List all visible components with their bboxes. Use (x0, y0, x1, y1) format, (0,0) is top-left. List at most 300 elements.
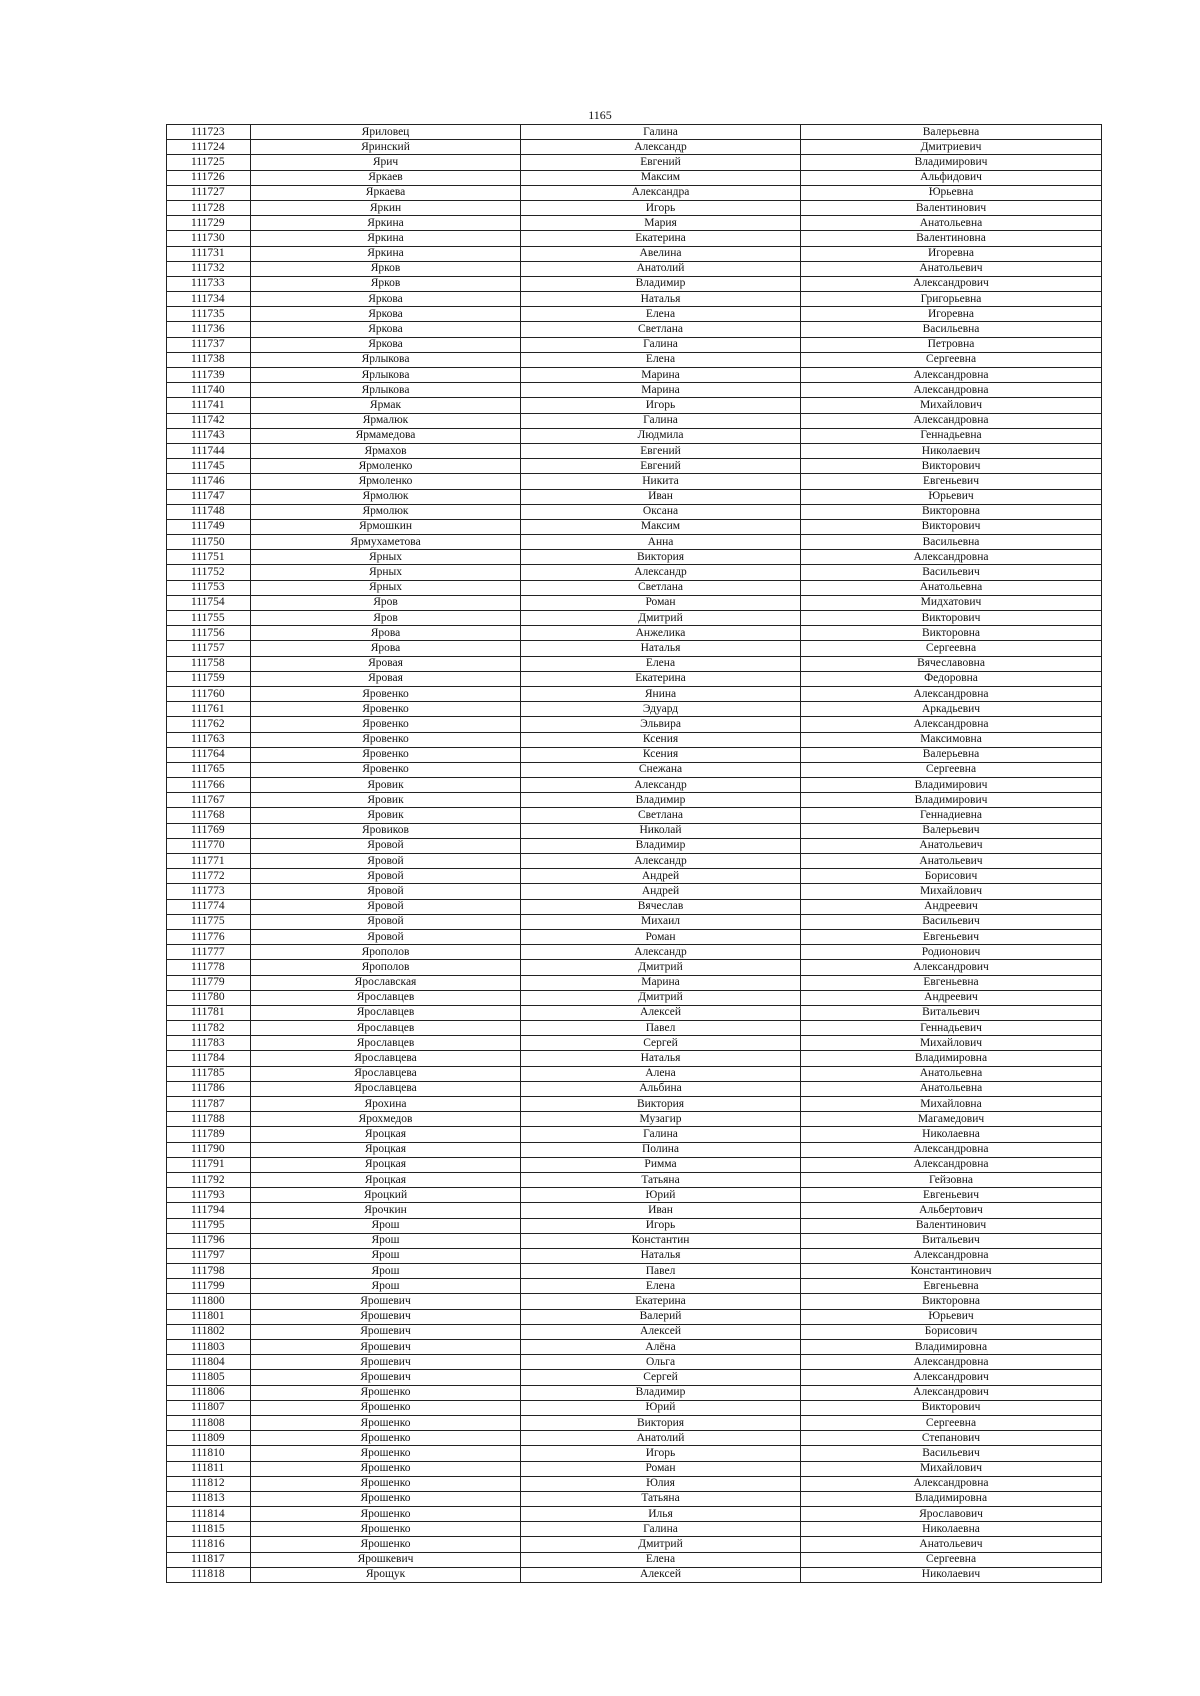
first-name-cell: Сергей (521, 1036, 801, 1051)
patronymic-cell: Анатольевна (801, 1066, 1102, 1081)
patronymic-cell: Анатольевна (801, 1081, 1102, 1096)
patronymic-cell: Альбертович (801, 1203, 1102, 1218)
patronymic-cell: Сергеевна (801, 352, 1102, 367)
surname-cell: Ярмолюк (251, 504, 521, 519)
patronymic-cell: Николаевич (801, 443, 1102, 458)
table-row (167, 1051, 1102, 1066)
table-row (167, 1446, 1102, 1461)
record-number-cell: 111733 (167, 276, 251, 291)
first-name-cell: Роман (521, 595, 801, 610)
patronymic-cell: Владимировна (801, 1340, 1102, 1355)
patronymic-cell: Евгеньевна (801, 1279, 1102, 1294)
patronymic-cell: Мидхатович (801, 595, 1102, 610)
table-row (167, 793, 1102, 808)
first-name-cell: Анатолий (521, 1431, 801, 1446)
table-row (167, 823, 1102, 838)
first-name-cell: Алена (521, 1066, 801, 1081)
surname-cell: Яровой (251, 869, 521, 884)
surname-cell: Ярославская (251, 975, 521, 990)
first-name-cell: Елена (521, 352, 801, 367)
table-row (167, 1370, 1102, 1385)
first-name-cell: Александр (521, 945, 801, 960)
surname-cell: Ярошевич (251, 1340, 521, 1355)
table-row (167, 611, 1102, 626)
table-row (167, 1233, 1102, 1248)
patronymic-cell: Александровна (801, 383, 1102, 398)
first-name-cell: Иван (521, 489, 801, 504)
first-name-cell: Татьяна (521, 1172, 801, 1187)
record-number-cell: 111769 (167, 823, 251, 838)
patronymic-cell: Михайловна (801, 1097, 1102, 1112)
surname-cell: Ярощук (251, 1567, 521, 1582)
patronymic-cell: Александровна (801, 1355, 1102, 1370)
record-number-cell: 111817 (167, 1552, 251, 1567)
record-number-cell: 111806 (167, 1385, 251, 1400)
table-row (167, 1385, 1102, 1400)
first-name-cell: Максим (521, 170, 801, 185)
record-number-cell: 111745 (167, 459, 251, 474)
record-number-cell: 111728 (167, 200, 251, 215)
first-name-cell: Юрий (521, 1188, 801, 1203)
first-name-cell: Дмитрий (521, 1537, 801, 1552)
table-row (167, 854, 1102, 869)
first-name-cell: Елена (521, 1552, 801, 1567)
patronymic-cell: Сергеевна (801, 641, 1102, 656)
first-name-cell: Эльвира (521, 717, 801, 732)
patronymic-cell: Игоревна (801, 307, 1102, 322)
first-name-cell: Виктория (521, 550, 801, 565)
table-row (167, 1081, 1102, 1096)
record-number-cell: 111795 (167, 1218, 251, 1233)
table-row (167, 428, 1102, 443)
first-name-cell: Галина (521, 1127, 801, 1142)
table-row (167, 1066, 1102, 1081)
table-row (167, 459, 1102, 474)
table-row (167, 368, 1102, 383)
patronymic-cell: Валерьевич (801, 823, 1102, 838)
table-row (167, 565, 1102, 580)
patronymic-cell: Григорьевна (801, 292, 1102, 307)
patronymic-cell: Викторович (801, 459, 1102, 474)
first-name-cell: Валерий (521, 1309, 801, 1324)
patronymic-cell: Андреевич (801, 990, 1102, 1005)
registry-body (167, 125, 1102, 1583)
record-number-cell: 111739 (167, 368, 251, 383)
surname-cell: Яровая (251, 656, 521, 671)
record-number-cell: 111736 (167, 322, 251, 337)
patronymic-cell: Николаевна (801, 1522, 1102, 1537)
record-number-cell: 111748 (167, 504, 251, 519)
patronymic-cell: Андреевич (801, 899, 1102, 914)
patronymic-cell: Валентинович (801, 200, 1102, 215)
surname-cell: Яровенко (251, 747, 521, 762)
first-name-cell: Алексей (521, 1005, 801, 1020)
surname-cell: Ярошенко (251, 1446, 521, 1461)
first-name-cell: Полина (521, 1142, 801, 1157)
patronymic-cell: Борисович (801, 869, 1102, 884)
record-number-cell: 111775 (167, 914, 251, 929)
record-number-cell: 111766 (167, 778, 251, 793)
record-number-cell: 111744 (167, 443, 251, 458)
surname-cell: Яров (251, 611, 521, 626)
record-number-cell: 111814 (167, 1507, 251, 1522)
surname-cell: Ярохина (251, 1097, 521, 1112)
surname-cell: Ярош (251, 1264, 521, 1279)
record-number-cell: 111798 (167, 1264, 251, 1279)
patronymic-cell: Сергеевна (801, 1415, 1102, 1430)
record-number-cell: 111734 (167, 292, 251, 307)
patronymic-cell: Геннадьевна (801, 428, 1102, 443)
table-row (167, 838, 1102, 853)
surname-cell: Ярославцев (251, 1021, 521, 1036)
surname-cell: Яровиков (251, 823, 521, 838)
table-row (167, 322, 1102, 337)
patronymic-cell: Владимирович (801, 155, 1102, 170)
first-name-cell: Ксения (521, 732, 801, 747)
record-number-cell: 111758 (167, 656, 251, 671)
surname-cell: Яровик (251, 808, 521, 823)
surname-cell: Яровой (251, 854, 521, 869)
table-row (167, 1522, 1102, 1537)
first-name-cell: Марина (521, 383, 801, 398)
record-number-cell: 111763 (167, 732, 251, 747)
first-name-cell: Николай (521, 823, 801, 838)
patronymic-cell: Владимирович (801, 778, 1102, 793)
first-name-cell: Анна (521, 535, 801, 550)
surname-cell: Ярошенко (251, 1522, 521, 1537)
record-number-cell: 111756 (167, 626, 251, 641)
surname-cell: Ярош (251, 1279, 521, 1294)
table-row (167, 1248, 1102, 1263)
record-number-cell: 111804 (167, 1355, 251, 1370)
table-row (167, 990, 1102, 1005)
record-number-cell: 111807 (167, 1400, 251, 1415)
surname-cell: Яркина (251, 216, 521, 231)
patronymic-cell: Петровна (801, 337, 1102, 352)
record-number-cell: 111785 (167, 1066, 251, 1081)
record-number-cell: 111724 (167, 140, 251, 155)
first-name-cell: Эдуард (521, 702, 801, 717)
record-number-cell: 111726 (167, 170, 251, 185)
table-row (167, 1264, 1102, 1279)
table-row (167, 1097, 1102, 1112)
surname-cell: Яровенко (251, 717, 521, 732)
patronymic-cell: Альфидович (801, 170, 1102, 185)
record-number-cell: 111800 (167, 1294, 251, 1309)
record-number-cell: 111778 (167, 960, 251, 975)
record-number-cell: 111727 (167, 185, 251, 200)
record-number-cell: 111752 (167, 565, 251, 580)
table-row (167, 626, 1102, 641)
surname-cell: Яркаева (251, 185, 521, 200)
patronymic-cell: Вячеславовна (801, 656, 1102, 671)
surname-cell: Ярных (251, 550, 521, 565)
record-number-cell: 111802 (167, 1324, 251, 1339)
surname-cell: Ярославцев (251, 1005, 521, 1020)
table-row (167, 869, 1102, 884)
surname-cell: Яркин (251, 200, 521, 215)
patronymic-cell: Юрьевна (801, 185, 1102, 200)
patronymic-cell: Викторович (801, 611, 1102, 626)
record-number-cell: 111808 (167, 1415, 251, 1430)
surname-cell: Яровой (251, 914, 521, 929)
patronymic-cell: Сергеевна (801, 1552, 1102, 1567)
record-number-cell: 111816 (167, 1537, 251, 1552)
first-name-cell: Максим (521, 519, 801, 534)
patronymic-cell: Родионович (801, 945, 1102, 960)
record-number-cell: 111725 (167, 155, 251, 170)
record-number-cell: 111805 (167, 1370, 251, 1385)
table-row (167, 352, 1102, 367)
record-number-cell: 111755 (167, 611, 251, 626)
record-number-cell: 111787 (167, 1097, 251, 1112)
patronymic-cell: Евгеньевич (801, 1188, 1102, 1203)
patronymic-cell: Викторовна (801, 504, 1102, 519)
surname-cell: Ярных (251, 565, 521, 580)
table-row (167, 929, 1102, 944)
first-name-cell: Музагир (521, 1112, 801, 1127)
first-name-cell: Юрий (521, 1400, 801, 1415)
table-row (167, 899, 1102, 914)
surname-cell: Ярошевич (251, 1294, 521, 1309)
patronymic-cell: Викторович (801, 1400, 1102, 1415)
record-number-cell: 111738 (167, 352, 251, 367)
first-name-cell: Янина (521, 686, 801, 701)
surname-cell: Яровенко (251, 762, 521, 777)
first-name-cell: Альбина (521, 1081, 801, 1096)
patronymic-cell: Геннадиевна (801, 808, 1102, 823)
first-name-cell: Людмила (521, 428, 801, 443)
table-row (167, 1507, 1102, 1522)
record-number-cell: 111747 (167, 489, 251, 504)
surname-cell: Ярных (251, 580, 521, 595)
first-name-cell: Светлана (521, 322, 801, 337)
first-name-cell: Мария (521, 216, 801, 231)
first-name-cell: Игорь (521, 1218, 801, 1233)
first-name-cell: Илья (521, 1507, 801, 1522)
record-number-cell: 111776 (167, 929, 251, 944)
record-number-cell: 111732 (167, 261, 251, 276)
table-row (167, 1112, 1102, 1127)
patronymic-cell: Владимировна (801, 1491, 1102, 1506)
record-number-cell: 111767 (167, 793, 251, 808)
table-row (167, 1355, 1102, 1370)
surname-cell: Ярославцева (251, 1081, 521, 1096)
patronymic-cell: Борисович (801, 1324, 1102, 1339)
first-name-cell: Галина (521, 413, 801, 428)
first-name-cell: Игорь (521, 200, 801, 215)
surname-cell: Яровик (251, 793, 521, 808)
surname-cell: Ярмак (251, 398, 521, 413)
record-number-cell: 111810 (167, 1446, 251, 1461)
first-name-cell: Александр (521, 140, 801, 155)
first-name-cell: Снежана (521, 762, 801, 777)
record-number-cell: 111791 (167, 1157, 251, 1172)
table-row (167, 960, 1102, 975)
patronymic-cell: Максимовна (801, 732, 1102, 747)
record-number-cell: 111737 (167, 337, 251, 352)
table-row (167, 170, 1102, 185)
table-row (167, 641, 1102, 656)
record-number-cell: 111813 (167, 1491, 251, 1506)
surname-cell: Ярославцев (251, 1036, 521, 1051)
surname-cell: Яркова (251, 337, 521, 352)
first-name-cell: Галина (521, 337, 801, 352)
table-row (167, 808, 1102, 823)
patronymic-cell: Валентинович (801, 1218, 1102, 1233)
patronymic-cell: Геннадьевич (801, 1021, 1102, 1036)
record-number-cell: 111774 (167, 899, 251, 914)
surname-cell: Ярошевич (251, 1324, 521, 1339)
first-name-cell: Оксана (521, 504, 801, 519)
patronymic-cell: Анатольевна (801, 216, 1102, 231)
surname-cell: Ярошенко (251, 1537, 521, 1552)
patronymic-cell: Александровна (801, 1248, 1102, 1263)
surname-cell: Яркаев (251, 170, 521, 185)
patronymic-cell: Анатольевич (801, 854, 1102, 869)
first-name-cell: Екатерина (521, 231, 801, 246)
first-name-cell: Авелина (521, 246, 801, 261)
first-name-cell: Михаил (521, 914, 801, 929)
first-name-cell: Светлана (521, 808, 801, 823)
surname-cell: Ярмахов (251, 443, 521, 458)
surname-cell: Ярмошкин (251, 519, 521, 534)
record-number-cell: 111781 (167, 1005, 251, 1020)
patronymic-cell: Валентиновна (801, 231, 1102, 246)
patronymic-cell: Александровна (801, 368, 1102, 383)
first-name-cell: Анжелика (521, 626, 801, 641)
record-number-cell: 111799 (167, 1279, 251, 1294)
table-row (167, 945, 1102, 960)
first-name-cell: Дмитрий (521, 611, 801, 626)
surname-cell: Ярошенко (251, 1476, 521, 1491)
table-row (167, 732, 1102, 747)
patronymic-cell: Гейзовна (801, 1172, 1102, 1187)
record-number-cell: 111764 (167, 747, 251, 762)
first-name-cell: Наталья (521, 1248, 801, 1263)
patronymic-cell: Александрович (801, 1370, 1102, 1385)
record-number-cell: 111749 (167, 519, 251, 534)
surname-cell: Ярославцева (251, 1051, 521, 1066)
table-row (167, 140, 1102, 155)
record-number-cell: 111811 (167, 1461, 251, 1476)
first-name-cell: Александра (521, 185, 801, 200)
first-name-cell: Екатерина (521, 1294, 801, 1309)
surname-cell: Яровой (251, 929, 521, 944)
page-number: 1165 (588, 108, 612, 122)
first-name-cell: Елена (521, 656, 801, 671)
record-number-cell: 111741 (167, 398, 251, 413)
record-number-cell: 111818 (167, 1567, 251, 1582)
surname-cell: Яриловец (251, 125, 521, 140)
record-number-cell: 111757 (167, 641, 251, 656)
surname-cell: Ярошенко (251, 1385, 521, 1400)
table-row (167, 535, 1102, 550)
surname-cell: Ярош (251, 1248, 521, 1263)
record-number-cell: 111777 (167, 945, 251, 960)
first-name-cell: Владимир (521, 793, 801, 808)
surname-cell: Ярочкин (251, 1203, 521, 1218)
patronymic-cell: Николаевна (801, 1127, 1102, 1142)
surname-cell: Яроцкий (251, 1188, 521, 1203)
record-number-cell: 111754 (167, 595, 251, 610)
table-row (167, 398, 1102, 413)
table-row (167, 155, 1102, 170)
record-number-cell: 111809 (167, 1431, 251, 1446)
surname-cell: Яровенко (251, 732, 521, 747)
surname-cell: Ярошенко (251, 1491, 521, 1506)
patronymic-cell: Евгеньевич (801, 929, 1102, 944)
surname-cell: Ярлыкова (251, 368, 521, 383)
patronymic-cell: Александровна (801, 413, 1102, 428)
first-name-cell: Виктория (521, 1415, 801, 1430)
surname-cell: Ярошенко (251, 1415, 521, 1430)
record-number-cell: 111796 (167, 1233, 251, 1248)
record-number-cell: 111761 (167, 702, 251, 717)
surname-cell: Ярмалюк (251, 413, 521, 428)
record-number-cell: 111794 (167, 1203, 251, 1218)
first-name-cell: Александр (521, 854, 801, 869)
record-number-cell: 111793 (167, 1188, 251, 1203)
record-number-cell: 111772 (167, 869, 251, 884)
patronymic-cell: Евгеньевна (801, 975, 1102, 990)
surname-cell: Яровой (251, 838, 521, 853)
first-name-cell: Андрей (521, 869, 801, 884)
record-number-cell: 111782 (167, 1021, 251, 1036)
table-row (167, 474, 1102, 489)
surname-cell: Ярополов (251, 960, 521, 975)
surname-cell: Ярошенко (251, 1461, 521, 1476)
table-row (167, 656, 1102, 671)
surname-cell: Яроцкая (251, 1127, 521, 1142)
first-name-cell: Елена (521, 1279, 801, 1294)
record-number-cell: 111735 (167, 307, 251, 322)
patronymic-cell: Васильевна (801, 535, 1102, 550)
first-name-cell: Татьяна (521, 1491, 801, 1506)
record-number-cell: 111762 (167, 717, 251, 732)
table-row (167, 1218, 1102, 1233)
first-name-cell: Евгений (521, 155, 801, 170)
record-number-cell: 111812 (167, 1476, 251, 1491)
surname-cell: Ярошевич (251, 1309, 521, 1324)
surname-cell: Ярков (251, 261, 521, 276)
record-number-cell: 111792 (167, 1172, 251, 1187)
table-row (167, 413, 1102, 428)
record-number-cell: 111731 (167, 246, 251, 261)
table-row (167, 1537, 1102, 1552)
surname-cell: Яровой (251, 899, 521, 914)
table-row (167, 1172, 1102, 1187)
first-name-cell: Владимир (521, 838, 801, 853)
record-number-cell: 111779 (167, 975, 251, 990)
patronymic-cell: Викторович (801, 519, 1102, 534)
table-row (167, 231, 1102, 246)
record-number-cell: 111788 (167, 1112, 251, 1127)
table-row (167, 1021, 1102, 1036)
surname-cell: Яровенко (251, 686, 521, 701)
patronymic-cell: Анатольевич (801, 261, 1102, 276)
patronymic-cell: Ярославович (801, 1507, 1102, 1522)
first-name-cell: Галина (521, 1522, 801, 1537)
patronymic-cell: Александрович (801, 1385, 1102, 1400)
table-row (167, 1142, 1102, 1157)
table-row (167, 914, 1102, 929)
record-number-cell: 111771 (167, 854, 251, 869)
surname-cell: Яроцкая (251, 1157, 521, 1172)
first-name-cell: Роман (521, 929, 801, 944)
first-name-cell: Владимир (521, 1385, 801, 1400)
patronymic-cell: Анатольевна (801, 580, 1102, 595)
